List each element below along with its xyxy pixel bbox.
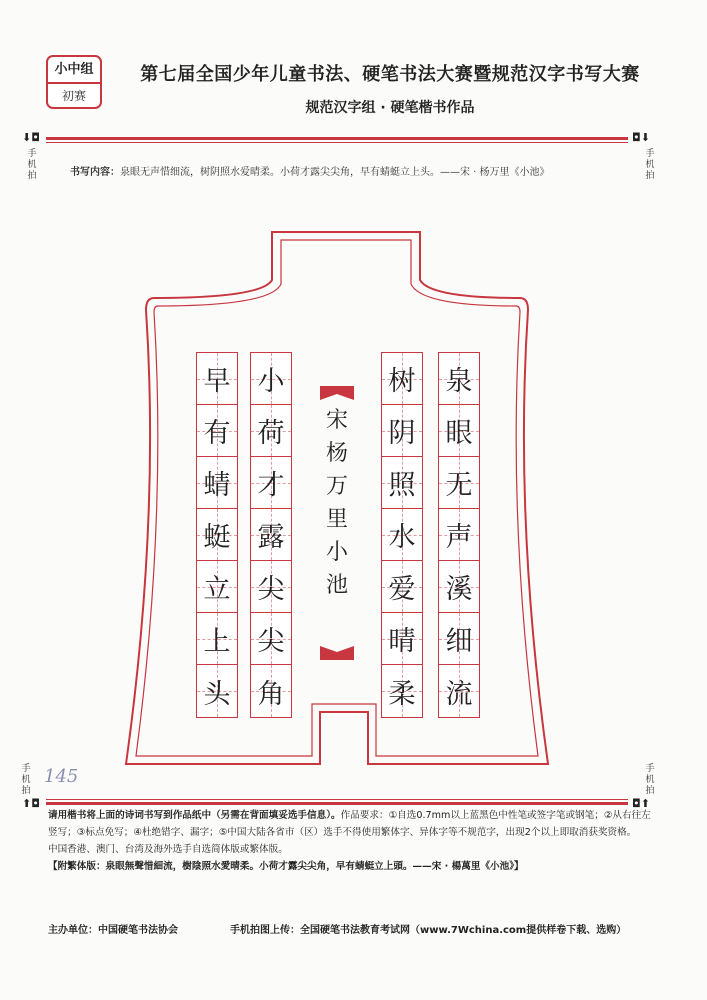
character-cell: 蜻 (197, 457, 237, 509)
character-cell: 声 (439, 509, 479, 561)
character-cell: 角 (251, 665, 291, 717)
character-cell: 阴 (382, 405, 422, 457)
character-cell: 小 (251, 353, 291, 405)
character-cell: 细 (439, 613, 479, 665)
grid-column-2 (381, 352, 423, 718)
character-cell: 有 (197, 405, 237, 457)
character-cell: 柔 (382, 665, 422, 717)
character-cell: 泉 (439, 353, 479, 405)
content-text: 泉眼无声惜细流，树阴照水爱晴柔。小荷才露尖尖角，早有蜻蜓立上头。——宋 · 杨万里《小池》 (120, 167, 550, 178)
character-cell: 流 (439, 665, 479, 717)
grid-column-1 (438, 352, 480, 718)
character-cell: 蜓 (197, 509, 237, 561)
character-cell: 早 (197, 353, 237, 405)
character-cell: 爱 (382, 561, 422, 613)
character-cell: 尖 (251, 613, 291, 665)
character-cell: 头 (197, 665, 237, 717)
camera-icon: ◘⬇ (632, 131, 650, 144)
signature-char: 池 (325, 573, 348, 598)
side-label-bottom-right: 手机拍 (645, 764, 655, 796)
character-cell: 树 (382, 353, 422, 405)
character-cell: 露 (251, 509, 291, 561)
bottom-rule-thin (46, 799, 628, 800)
grid-column-4 (196, 352, 238, 718)
instructions-traditional: 【附繁体版：泉眼無聲惜細流，樹陰照水愛晴柔。小荷才露尖尖角，早有蜻蜓立上頭。——宋 · 楊萬里《小池》】 (48, 861, 524, 872)
bottom-rule-thick (46, 802, 628, 805)
character-cell: 上 (197, 613, 237, 665)
signature-column (320, 404, 354, 602)
instructions (48, 807, 658, 875)
ribbon-bottom (320, 646, 354, 660)
handwritten-number: 145 (44, 766, 79, 787)
character-cell: 照 (382, 457, 422, 509)
character-cell: 水 (382, 509, 422, 561)
side-label-top-right: 手机拍 (645, 149, 655, 181)
character-cell: 才 (251, 457, 291, 509)
character-cell: 晴 (382, 613, 422, 665)
character-cell: 无 (439, 457, 479, 509)
signature-char: 里 (325, 507, 348, 532)
side-label-top-left: 手机拍 (27, 149, 37, 181)
ribbon-top (320, 386, 354, 400)
signature-char: 万 (325, 474, 348, 499)
character-cell: 眼 (439, 405, 479, 457)
character-cell: 立 (197, 561, 237, 613)
badge-group: 小中组 (48, 57, 100, 84)
character-cell: 尖 (251, 561, 291, 613)
badge-round: 初赛 (61, 89, 86, 103)
character-cell: 溪 (439, 561, 479, 613)
character-cell: 荷 (251, 405, 291, 457)
instructions-overseas: 中国香港、澳门、台湾及海外选手自选简体版或繁体版。 (48, 844, 288, 855)
signature-char: 宋 (325, 408, 348, 433)
footer-organizer: 主办单位：中国硬笔书法协会 (48, 925, 178, 936)
camera-icon: ◘⬆ (632, 797, 650, 810)
page-title: 第七届全国少年儿童书法、硬笔书法大赛暨规范汉字书写大赛 (140, 64, 640, 85)
footer-upload: 手机拍图上传：全国硬笔书法教育考试网（www.7Wchina.com提供样卷下载、选购） (230, 925, 627, 936)
camera-icon: ⬇◘ (22, 131, 40, 144)
signature-char: 小 (325, 540, 348, 565)
instructions-requirements: 请用楷书将上面的诗词书写到作品纸中（另需在背面填妥选手信息）。作品要求：①自选0.7mm以上蓝黑色中性笔或签字笔或钢笔；②从右往左竖写；③标点免写；④杜绝错字、漏字；⑤中国大陆各省市（区）选手不得使用繁体字、异体字等不规范字，出现2个以上即取消获奖资格。 (48, 810, 651, 838)
page-subtitle: 规范汉字组 · 硬笔楷书作品 (305, 100, 475, 116)
grid-column-3 (250, 352, 292, 718)
content-label: 书写内容： (70, 167, 120, 178)
signature-char: 杨 (325, 441, 348, 466)
side-label-bottom-left: 手机拍 (21, 764, 31, 796)
camera-icon: ⬆◘ (22, 797, 40, 810)
